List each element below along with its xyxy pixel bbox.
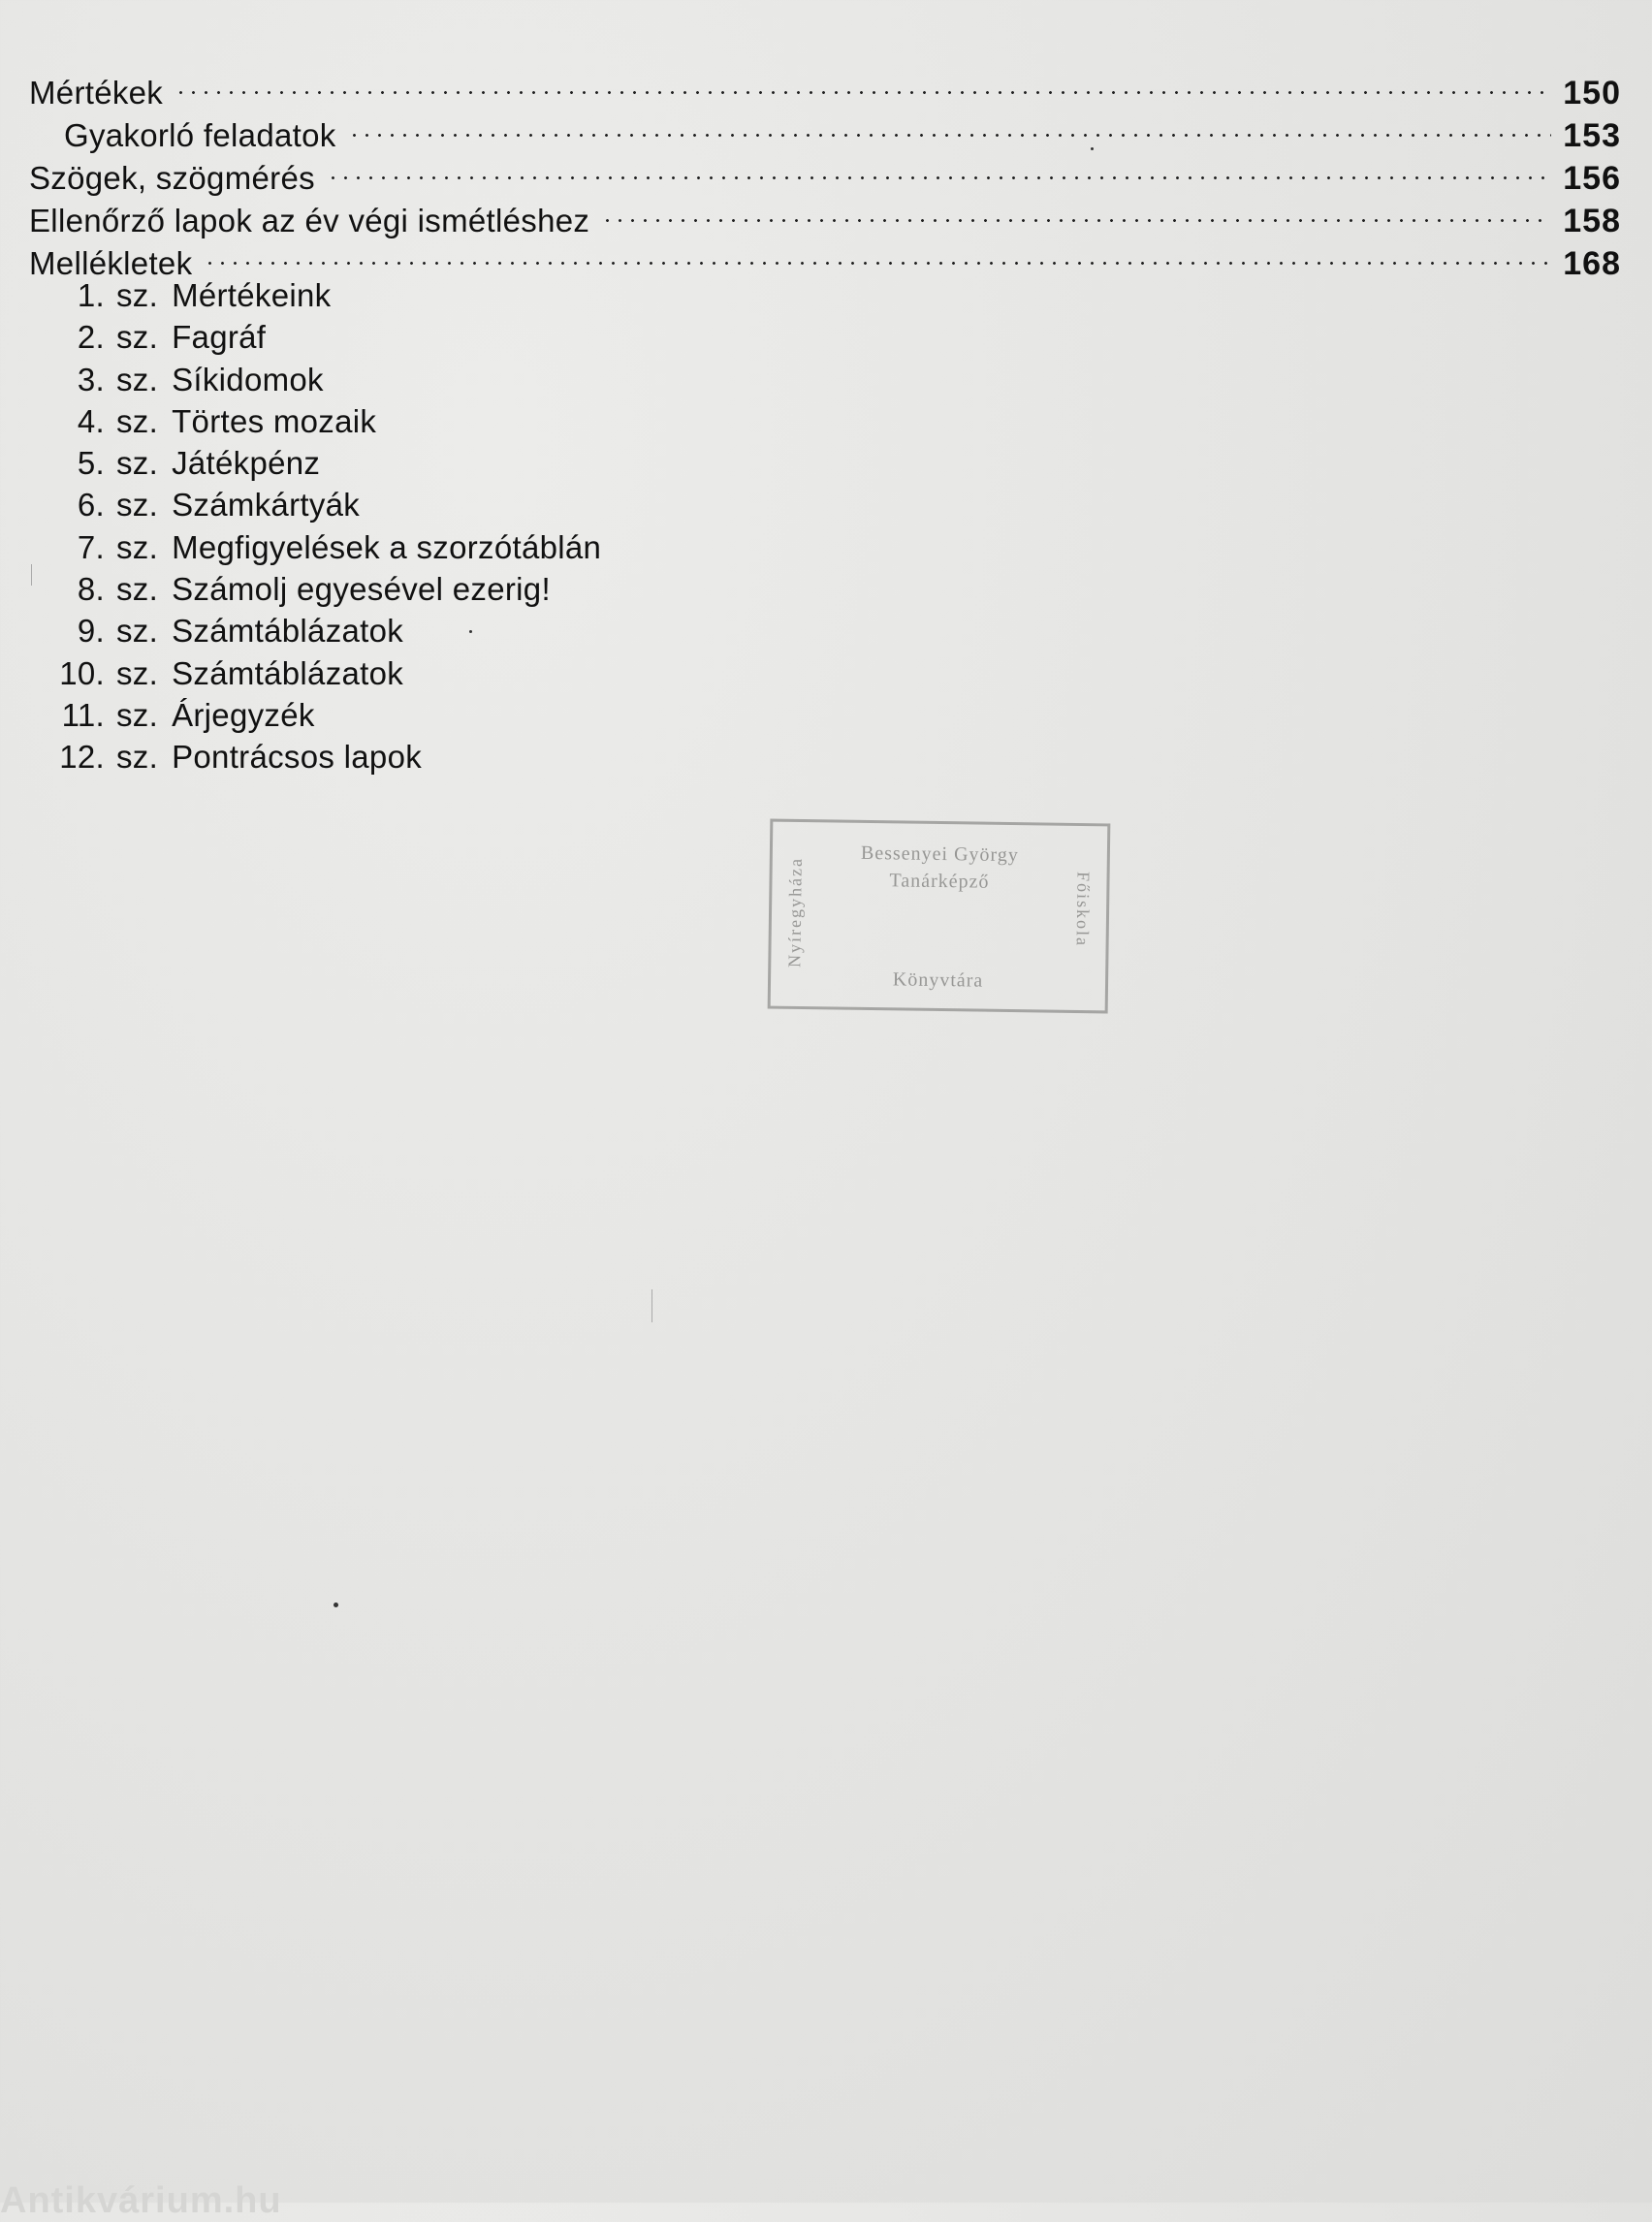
appendix-item — [50, 359, 601, 400]
stamp-line: Könyvtára — [892, 968, 984, 992]
appendix-number: 12. — [59, 739, 105, 776]
appendix-item — [50, 316, 601, 358]
appendix-title: Árjegyzék — [172, 696, 315, 733]
appendix-sz-label: sz. — [116, 696, 159, 733]
appendix-number: 7. — [77, 528, 105, 565]
toc-entry-label: Szögek, szögmérés — [29, 160, 315, 196]
appendix-sz-label: sz. — [116, 613, 159, 650]
toc-entry — [29, 232, 1621, 282]
toc-page-number: 150 — [1563, 75, 1621, 111]
appendix-number: 8. — [77, 571, 105, 608]
appendix-title: Számkártyák — [172, 487, 361, 524]
appendix-sz-label: sz. — [116, 487, 159, 524]
appendix-number: 2. — [77, 319, 105, 356]
toc-entry — [29, 104, 1621, 154]
appendix-item — [50, 652, 601, 694]
appendix-number: 11. — [61, 696, 105, 733]
paper-scratch — [31, 564, 32, 586]
appendix-title: Fagráf — [172, 319, 267, 356]
toc-page-number: 168 — [1563, 245, 1621, 282]
toc-page-number: 156 — [1563, 160, 1621, 197]
paper-speck — [469, 630, 472, 633]
appendix-number: 10. — [59, 654, 105, 691]
appendix-title: Számtáblázatok — [172, 654, 404, 691]
toc-leader-dots — [175, 61, 1557, 104]
toc-leader-dots — [348, 104, 1558, 146]
appendix-item — [50, 694, 601, 736]
toc-leader-dots — [601, 189, 1557, 232]
appendix-title: Pontrácsos lapok — [172, 739, 423, 776]
appendix-sz-label: sz. — [116, 654, 159, 691]
appendix-title: Törtes mozaik — [172, 402, 377, 439]
paper-speck — [334, 1603, 338, 1607]
appendix-sz-label: sz. — [116, 319, 159, 356]
paper-speck — [1091, 147, 1094, 150]
toc-page-number: 153 — [1563, 117, 1621, 154]
appendix-number: 4. — [77, 402, 105, 439]
appendix-sz-label: sz. — [116, 571, 159, 608]
watermark: Antikvárium.hu — [0, 2180, 282, 2221]
appendix-item — [50, 442, 601, 484]
appendix-number: 9. — [77, 613, 105, 650]
appendix-sz-label: sz. — [116, 445, 159, 482]
toc-leader-dots — [327, 146, 1557, 189]
appendix-title: Mértékeink — [172, 277, 332, 313]
toc-entry-label: Mellékletek — [29, 245, 193, 281]
appendix-sz-label: sz. — [116, 739, 159, 776]
appendix-number: 6. — [77, 487, 105, 524]
appendix-sz-label: sz. — [116, 361, 159, 397]
appendix-title: Játékpénz — [172, 445, 321, 482]
appendix-title: Megfigyelések a szorzótáblán — [172, 528, 602, 565]
appendix-number: 1. — [77, 277, 105, 313]
library-stamp — [768, 819, 1111, 1014]
appendix-title: Síkidomok — [172, 361, 324, 397]
paper-scratch — [651, 1289, 652, 1322]
stamp-line: Tanárképző — [889, 870, 990, 893]
appendix-sz-label: sz. — [116, 528, 159, 565]
toc-page-number: 158 — [1563, 203, 1621, 239]
appendix-item — [50, 484, 601, 525]
toc-leader-dots — [204, 232, 1557, 274]
stamp-side-text: Főiskola — [1072, 871, 1094, 948]
appendix-item — [50, 610, 601, 651]
appendix-item — [50, 736, 601, 778]
appendix-item — [50, 568, 601, 610]
table-of-contents — [29, 61, 1621, 282]
appendix-list — [50, 274, 601, 778]
appendix-number: 5. — [77, 445, 105, 482]
appendix-number: 3. — [77, 361, 105, 397]
appendix-sz-label: sz. — [116, 402, 159, 439]
stamp-side-text: Nyíregyháza — [784, 856, 806, 968]
appendix-item — [50, 400, 601, 442]
appendix-title: Számolj egyesével ezerig! — [172, 571, 551, 608]
appendix-item — [50, 274, 601, 316]
appendix-item — [50, 526, 601, 568]
toc-entry-label: Ellenőrző lapok az év végi ismétléshez — [29, 203, 590, 238]
stamp-line: Bessenyei György — [860, 841, 1019, 867]
toc-entry — [29, 61, 1621, 111]
appendix-title: Számtáblázatok — [172, 613, 404, 650]
appendix-sz-label: sz. — [116, 277, 159, 313]
toc-entry-label: Mértékek — [29, 75, 164, 111]
toc-entry-label: Gyakorló feladatok — [64, 117, 336, 153]
